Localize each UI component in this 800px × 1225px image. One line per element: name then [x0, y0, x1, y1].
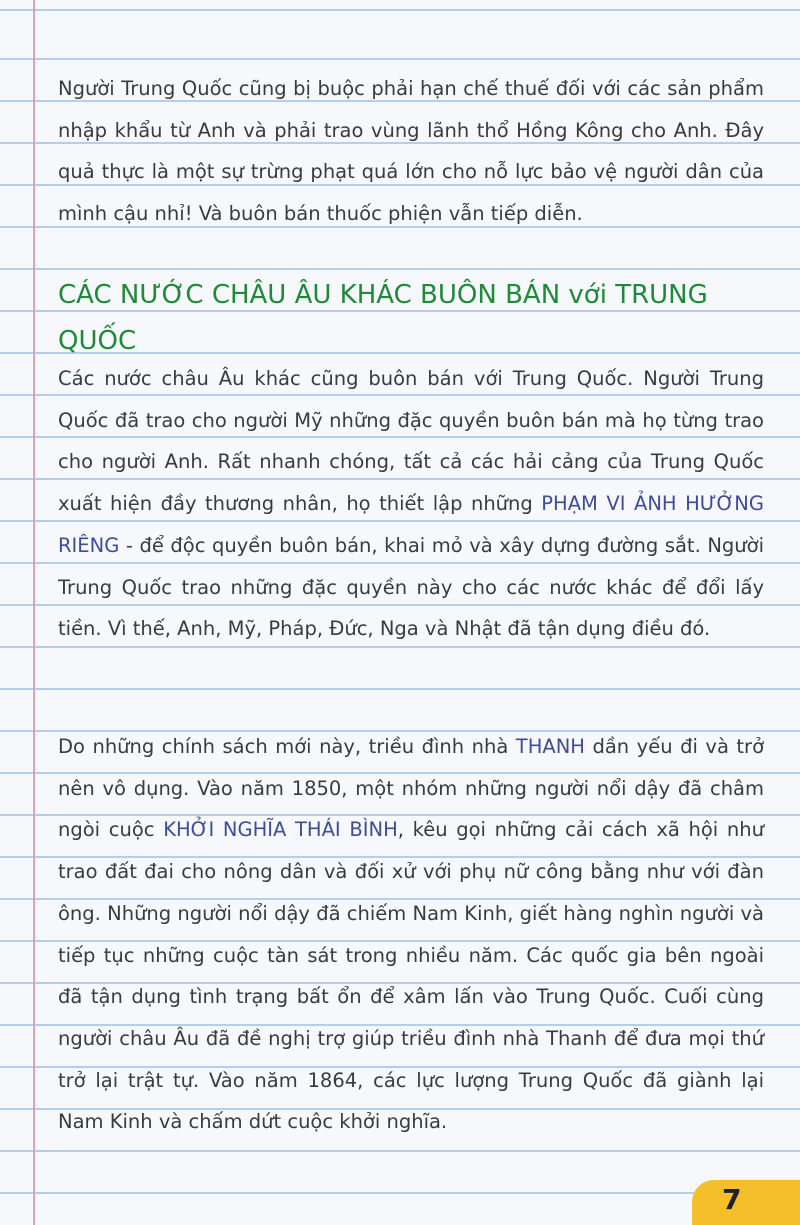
paragraph-2 — [58, 358, 764, 650]
term-taiping-rebellion: KHỞI NGHĨA THÁI BÌNH — [163, 818, 398, 842]
paragraph-3 — [58, 726, 764, 1143]
notebook-margin-line — [33, 0, 35, 1225]
paragraph-2-text-after: - để độc quyền buôn bán, khai mỏ và xây dựng đường sắt. Người Trung Quốc trao những đặc quyền này cho các nước khác để đổi lấy tiền. Vì thế, Anh, Mỹ, Pháp, Đức, Nga và Nhật đã tận dụng điều đó. — [58, 533, 764, 641]
section-heading: CÁC NƯỚC CHÂU ÂU KHÁC BUÔN BÁN với TRUNG QUỐC — [58, 280, 708, 356]
paragraph-1: Người Trung Quốc cũng bị buộc phải hạn chế thuế đối với các sản phẩm nhập khẩu từ Anh và phải trao vùng lãnh thổ Hồng Kông cho Anh. Đây quả thực là một sự trừng phạt quá lớn cho nỗ lực bảo vệ người dân của mình cậu nhỉ! Và buôn bán thuốc phiện vẫn tiếp diễn. — [58, 77, 764, 226]
term-thanh: THANH — [515, 735, 585, 758]
page-number: 7 — [722, 1183, 742, 1216]
paragraph-2-text-before: Các nước châu Âu khác cũng buôn bán với Trung Quốc. Người Trung Quốc đã trao cho người Mỹ những đặc quyền buôn bán mà họ từng trao cho người Anh. Rất nhanh chóng, tất cả các hải cảng của Trung Quốc xuất hiện đầy thương nhân, họ thiết lập những — [58, 367, 764, 516]
paragraph-3-part-2: dần yếu đi và trở nên vô dụng. Vào năm 1850, một nhóm những người nổi dậy đã châm ngòi cuộc — [58, 735, 764, 842]
term-spheres-of-influence: PHẠM VI ẢNH HƯỞNG RIÊNG — [58, 492, 764, 557]
paragraph-3-part-1: Do những chính sách mới này, triều đình nhà — [58, 735, 516, 758]
paragraph-3-part-3: , kêu gọi những cải cách xã hội như trao đất đai cho nông dân và đối xử với phụ nữ công bằng như với đàn ông. Những người nổi dậy đã chiếm Nam Kinh, giết hàng nghìn người và tiếp tục những cuộc tàn sát trong nhiều năm. Các quốc gia bên ngoài đã tận dụng tình trạng bất ổn để xâm lấn vào Trung Quốc. Cuối cùng người châu Âu đã đề nghị trợ giúp triều đình nhà Thanh để đưa mọi thứ trở lại trật tự. Vào năm 1864, các lực lượng Trung Quốc đã giành lại Nam Kinh và chấm dứt cuộc khởi nghĩa. — [58, 818, 764, 1134]
page-number-tab — [692, 1180, 800, 1225]
